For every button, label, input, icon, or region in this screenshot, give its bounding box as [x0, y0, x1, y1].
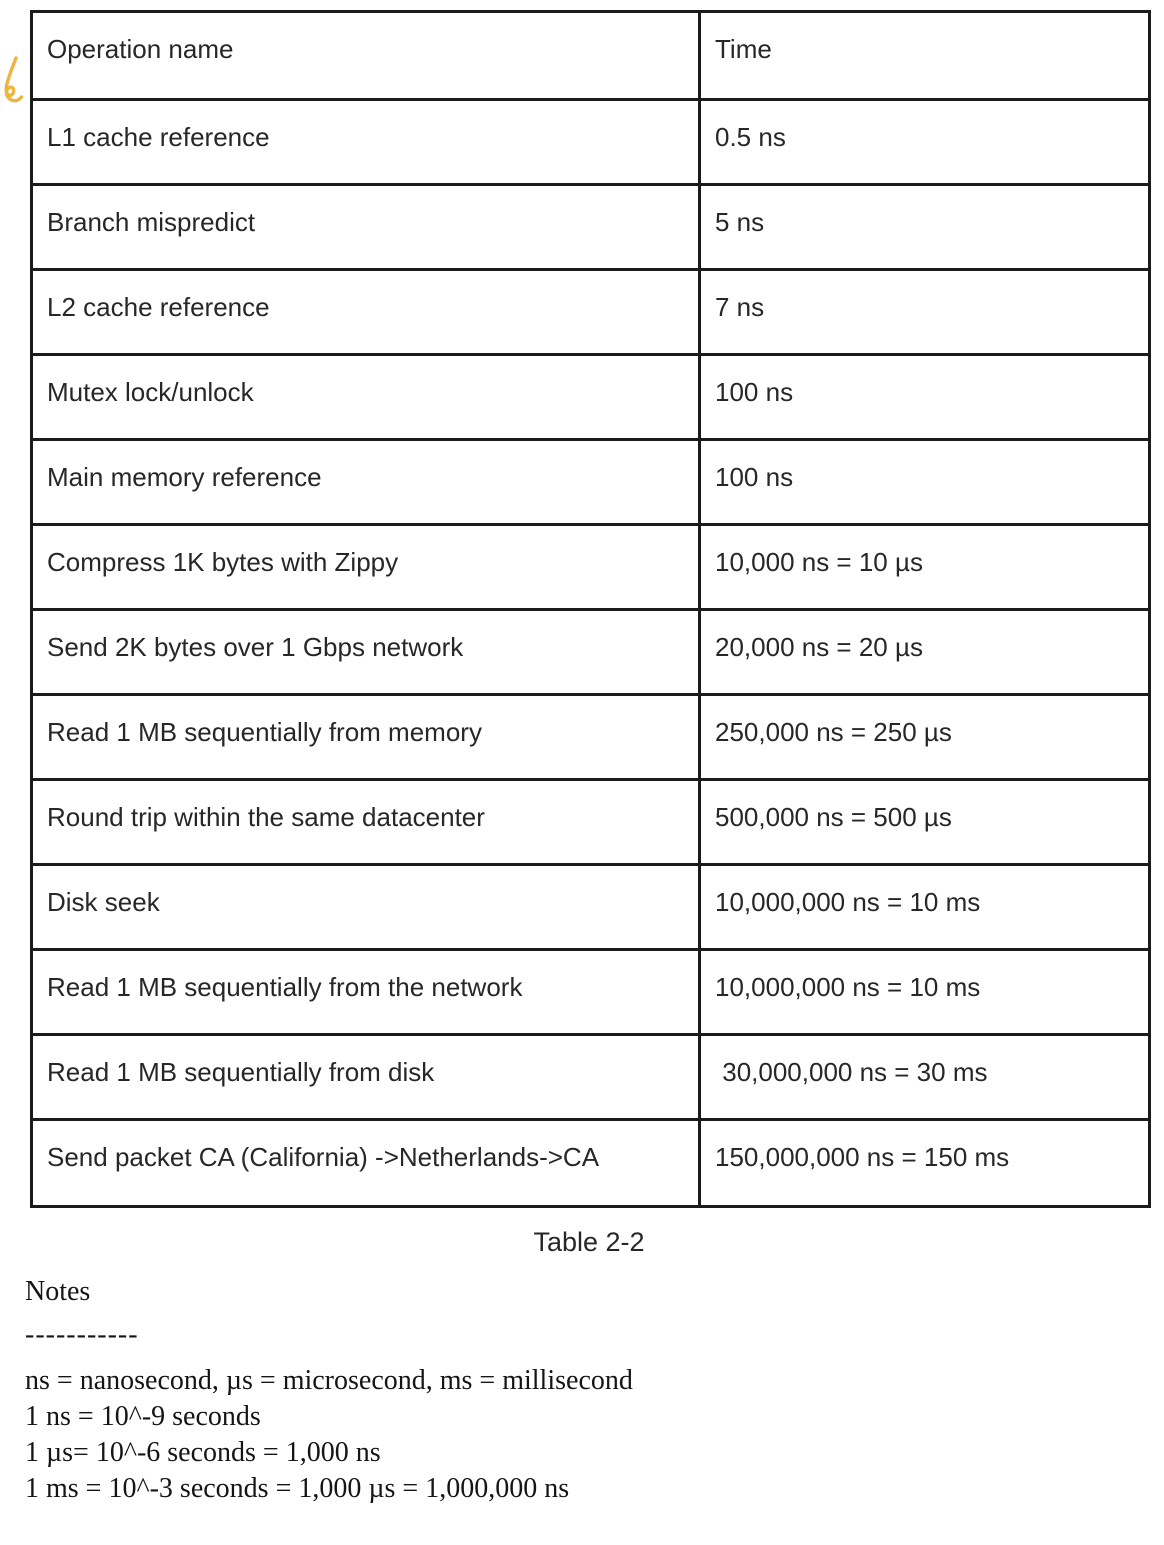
squiggle-stroke: [6, 58, 21, 101]
notes-divider: -----------: [25, 1319, 139, 1350]
time-cell: 10,000,000 ns = 10 ms: [700, 865, 1150, 950]
operation-cell: Send 2K bytes over 1 Gbps network: [32, 610, 700, 695]
time-cell: 5 ns: [700, 185, 1150, 270]
time-cell: 10,000 ns = 10 µs: [700, 525, 1150, 610]
time-cell: 10,000,000 ns = 10 ms: [700, 950, 1150, 1035]
time-cell: 100 ns: [700, 355, 1150, 440]
table-row: [32, 950, 1150, 1035]
time-cell: 30,000,000 ns = 30 ms: [700, 1035, 1150, 1120]
time-cell: 150,000,000 ns = 150 ms: [700, 1120, 1150, 1207]
table-row: [32, 100, 1150, 185]
time-cell: 20,000 ns = 20 µs: [700, 610, 1150, 695]
table-row: [32, 610, 1150, 695]
table-row: [32, 440, 1150, 525]
operation-cell: Compress 1K bytes with Zippy: [32, 525, 700, 610]
operation-cell: L1 cache reference: [32, 100, 700, 185]
column-header-time: Time: [700, 12, 1150, 100]
notes-line: 1 ms = 10^-3 seconds = 1,000 µs = 1,000,000 ns: [25, 1473, 570, 1504]
table-row: [32, 1120, 1150, 1207]
operation-cell: Send packet CA (California) ->Netherlands->CA: [32, 1120, 700, 1207]
margin-squiggle-annotation: [1, 53, 27, 105]
operation-cell: Disk seek: [32, 865, 700, 950]
header-row: [32, 12, 1150, 100]
table-row: [32, 695, 1150, 780]
notes-line: 1 ns = 10^-9 seconds: [25, 1401, 261, 1432]
notes-line: ns = nanosecond, µs = microsecond, ms = millisecond: [25, 1365, 633, 1396]
notes-line: 1 µs= 10^-6 seconds = 1,000 ns: [25, 1437, 381, 1468]
time-cell: 250,000 ns = 250 µs: [700, 695, 1150, 780]
operation-cell: Read 1 MB sequentially from memory: [32, 695, 700, 780]
table-row: [32, 780, 1150, 865]
operation-cell: Mutex lock/unlock: [32, 355, 700, 440]
table-row: [32, 865, 1150, 950]
operation-cell: Round trip within the same datacenter: [32, 780, 700, 865]
column-header-operation: Operation name: [32, 12, 700, 100]
operation-cell: Read 1 MB sequentially from the network: [32, 950, 700, 1035]
table-row: [32, 1035, 1150, 1120]
time-cell: 100 ns: [700, 440, 1150, 525]
operation-cell: Read 1 MB sequentially from disk: [32, 1035, 700, 1120]
operation-cell: L2 cache reference: [32, 270, 700, 355]
operation-cell: Main memory reference: [32, 440, 700, 525]
notes-section: [25, 1274, 1125, 1507]
latency-table: [30, 10, 1151, 1208]
table-row: [32, 185, 1150, 270]
table-caption: Table 2-2: [533, 1227, 645, 1257]
time-cell: 500,000 ns = 500 µs: [700, 780, 1150, 865]
table-row: [32, 270, 1150, 355]
time-cell: 7 ns: [700, 270, 1150, 355]
time-cell: 0.5 ns: [700, 100, 1150, 185]
notes-heading: Notes: [25, 1276, 91, 1307]
table-row: [32, 355, 1150, 440]
table-row: [32, 525, 1150, 610]
operation-cell: Branch mispredict: [32, 185, 700, 270]
